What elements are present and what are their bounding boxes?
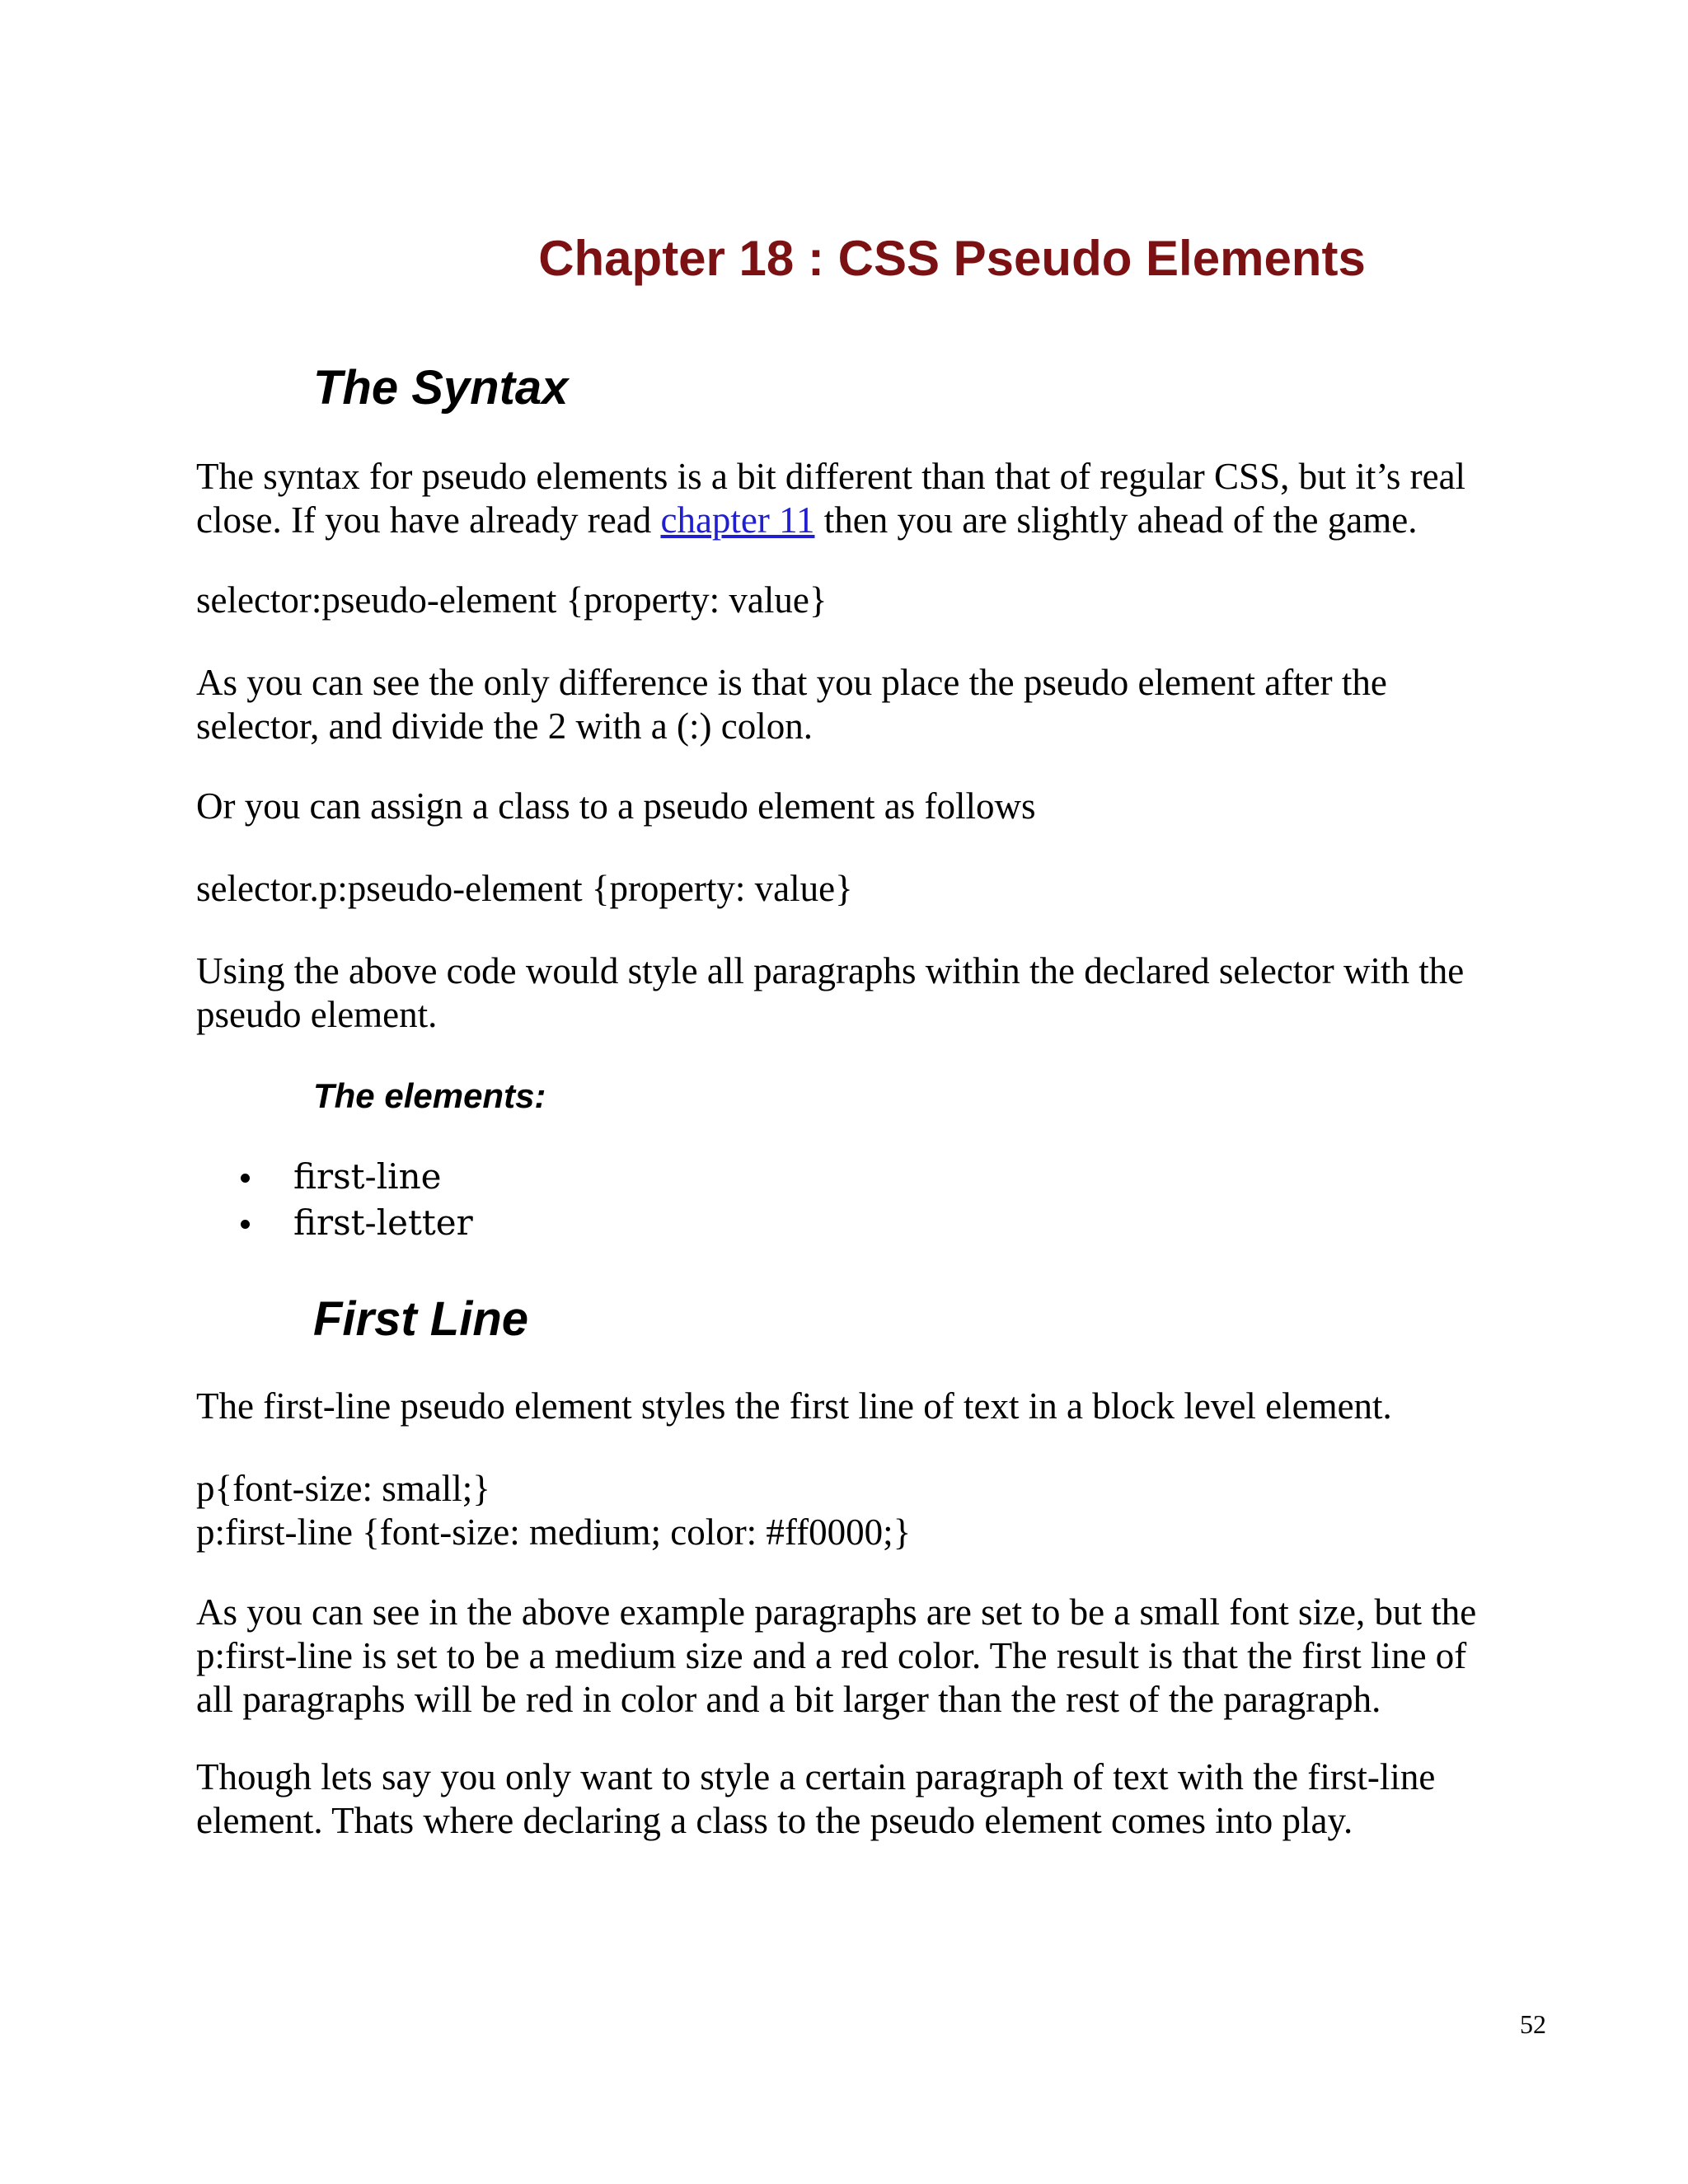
chapter-title: Chapter 18 : CSS Pseudo Elements — [538, 231, 1366, 286]
bullet-icon — [241, 1220, 250, 1229]
text-segment: then you are slightly ahead of the game. — [814, 499, 1418, 541]
paragraph-line: As you can see the only difference is that you place the pseudo element after the — [196, 662, 1387, 703]
paragraph-line: Using the above code would style all paragraphs within the declared selector with the — [196, 950, 1465, 991]
paragraph-first-line-desc: The first-line pseudo element styles the first line of text in a block level element. — [196, 1385, 1392, 1427]
paragraph-line: all paragraphs will be red in color and a bit larger than the rest of the paragraph. — [196, 1679, 1381, 1720]
paragraph-line: pseudo element. — [196, 994, 438, 1035]
paragraph-example-explanation — [196, 1591, 1546, 1722]
code-example-class: selector.p:pseudo-element {property: value} — [196, 868, 853, 909]
elements-list — [231, 1154, 473, 1246]
paragraph-line: p:first-line is set to be a medium size and a red color. The result is that the first line of — [196, 1635, 1467, 1676]
paragraph-line: As you can see in the above example paragraphs are set to be a small font size, but the — [196, 1591, 1477, 1633]
paragraph-difference — [196, 661, 1546, 748]
section-heading-syntax: The Syntax — [313, 361, 569, 415]
list-item — [231, 1200, 473, 1246]
code-line: p:first-line {font-size: medium; color: #ff0000;} — [196, 1511, 912, 1553]
paragraph-line: The syntax for pseudo elements is a bit different than that of regular CSS, but it’s real — [196, 456, 1466, 497]
code-example-syntax: selector:pseudo-element {property: value} — [196, 579, 828, 621]
paragraph-assign-class: Or you can assign a class to a pseudo element as follows — [196, 785, 1036, 827]
text-segment: close. If you have already read — [196, 499, 661, 541]
page-number: 52 — [1520, 2009, 1546, 2039]
paragraph-syntax-intro — [196, 455, 1546, 542]
paragraph-line — [196, 499, 1546, 542]
code-line: p{font-size: small;} — [196, 1468, 490, 1509]
chapter-11-link[interactable]: chapter 11 — [660, 499, 815, 541]
paragraph-line: selector, and divide the 2 with a (:) colon. — [196, 705, 813, 747]
bullet-icon — [241, 1174, 250, 1183]
sub-heading-elements: The elements: — [313, 1076, 546, 1115]
paragraph-line: Though lets say you only want to style a certain paragraph of text with the first-line — [196, 1756, 1436, 1797]
list-item-label: first-letter — [293, 1202, 473, 1243]
list-item — [231, 1154, 473, 1200]
section-heading-first-line: First Line — [313, 1292, 529, 1346]
paragraph-line: element. Thats where declaring a class to the pseudo element comes into play. — [196, 1800, 1353, 1841]
list-item-label: first-line — [293, 1156, 442, 1197]
paragraph-class-intro — [196, 1755, 1546, 1843]
paragraph-above-code — [196, 949, 1546, 1037]
code-example-first-line — [196, 1467, 1546, 1554]
